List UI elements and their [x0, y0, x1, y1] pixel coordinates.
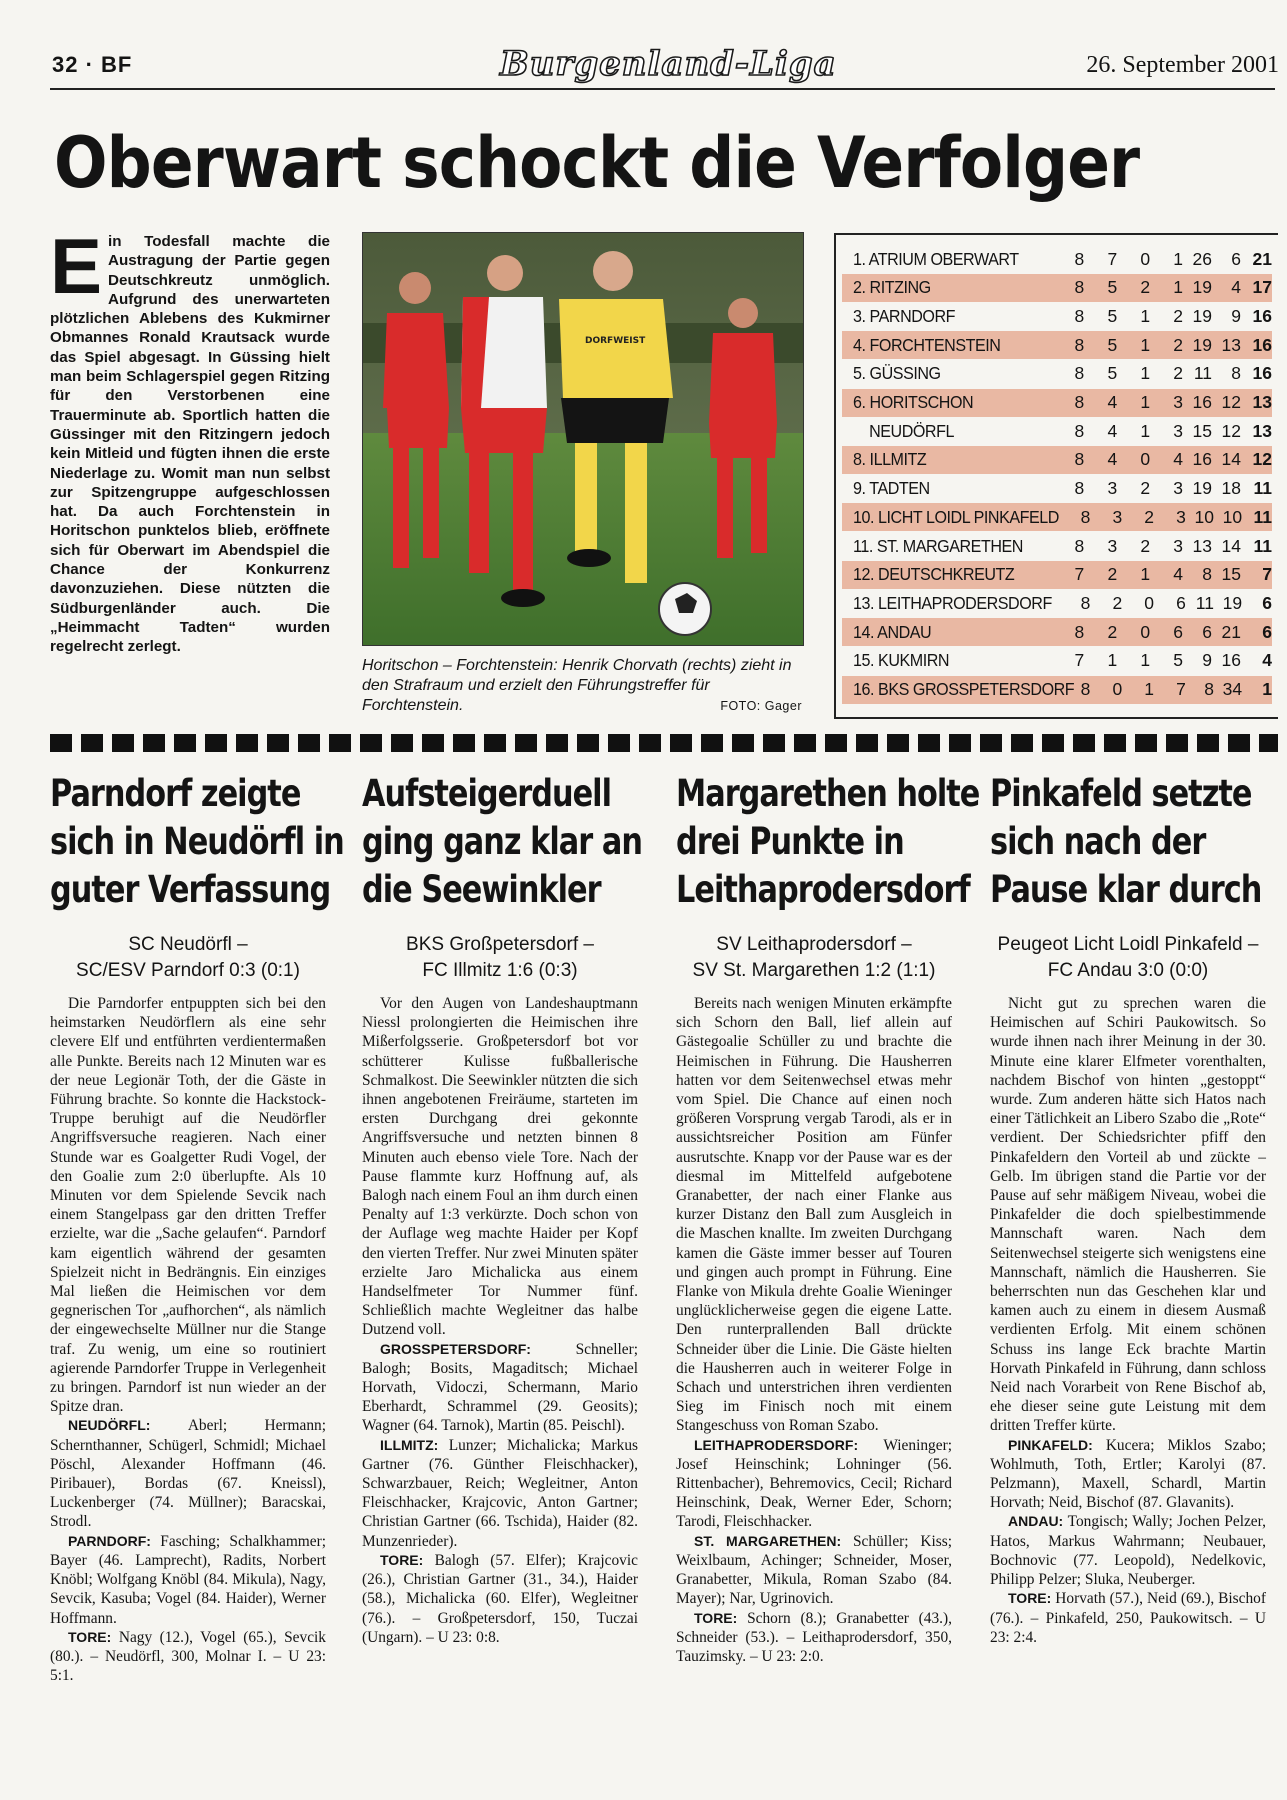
article-body — [990, 994, 1266, 1647]
table-cell-p: 8 — [1080, 506, 1091, 527]
match-photo — [362, 232, 804, 646]
table-cell-w: 3 — [1107, 535, 1118, 556]
table-cell-w: 4 — [1107, 420, 1118, 441]
table-cell-ga: 14 — [1221, 449, 1242, 470]
table-cell-ga: 4 — [1231, 277, 1242, 298]
table-cell-d: 1 — [1140, 305, 1151, 326]
table-cell-d: 1 — [1140, 363, 1151, 384]
table-row — [842, 302, 1272, 330]
table-cell-ga: 19 — [1222, 592, 1243, 613]
table-row — [842, 360, 1272, 388]
lineup-paragraph — [362, 1551, 638, 1647]
table-row — [842, 475, 1272, 503]
lineup-text: Lunzer; Michalicka; Markus Gartner (76. Günther Fleischhacker), Schwarzbauer, Reich; Wegleitner, Anton Fleischhacker, Krajcovic, Anton Gartner; Christian Gartner (66. Tschida), Haider (82. Munzenrieder). — [362, 1436, 639, 1550]
table-cell-p: 8 — [1080, 592, 1091, 613]
table-cell-pts: 13 — [1252, 420, 1272, 441]
lineup-text: Fasching; Schalkhammer; Bayer (46. Lamprecht), Radits, Norbert Knöbl; Wolfgang Knöbl (84. Mikula), Nagy, Sevcik, Kasuba; Vogel (84. Haider), Werner Hoffmann. — [50, 1532, 326, 1627]
team-name: 5. GÜSSING — [853, 363, 941, 384]
table-cell-d: 1 — [1140, 564, 1151, 585]
table-cell-pts: 7 — [1262, 564, 1272, 585]
article-title — [50, 770, 344, 914]
table-cell-ga: 6 — [1231, 248, 1242, 269]
table-cell-w: 3 — [1107, 478, 1118, 499]
table-cell-d: 0 — [1140, 449, 1151, 470]
lineup-paragraph — [990, 1512, 1266, 1589]
article-title-line: die Seewinkler — [362, 868, 601, 911]
lineup-label: NEUDÖRFL: — [68, 1417, 188, 1434]
match-result-line: SV St. Margarethen 1:2 (1:1) — [692, 960, 936, 981]
table-cell-pts: 17 — [1252, 277, 1272, 298]
team-name: 11. ST. MARGARETHEN — [853, 535, 1023, 556]
table-cell-l: 6 — [1176, 592, 1186, 613]
photo-illustration — [363, 233, 803, 645]
table-cell-pts: 16 — [1252, 363, 1272, 384]
article-title — [990, 770, 1262, 914]
table-cell-ga: 13 — [1221, 334, 1242, 355]
table-cell-p: 7 — [1074, 650, 1085, 671]
table-cell-ga: 12 — [1221, 420, 1242, 441]
table-row — [842, 647, 1272, 675]
article-grosspetersdorf-illmitz — [362, 770, 642, 1647]
match-result — [50, 932, 326, 984]
table-row — [842, 417, 1272, 445]
table-cell-gf: 16 — [1192, 449, 1212, 470]
table-cell-pts: 16 — [1252, 334, 1272, 355]
article-neudoerfl-parndorf — [50, 770, 344, 1685]
article-title-line: Pause klar durch — [990, 868, 1262, 911]
table-row — [842, 274, 1272, 302]
article-title-line: sich in Neudörfl in — [50, 820, 344, 863]
lineup-label: GROSSPETERSDORF: — [380, 1340, 576, 1357]
table-cell-l: 3 — [1173, 392, 1183, 412]
team-name: 13. LEITHAPRODERSDORF — [853, 592, 1052, 613]
article-title — [362, 770, 642, 914]
table-cell-gf: 15 — [1192, 420, 1212, 441]
table-cell-pts: 6 — [1262, 592, 1273, 613]
table-cell-ga: 16 — [1221, 650, 1242, 671]
team-name: 12. DEUTSCHKREUTZ — [853, 564, 1015, 585]
table-cell-p: 8 — [1074, 392, 1085, 412]
table-cell-p: 8 — [1074, 305, 1085, 326]
article-leithaprodersdorf-margarethen — [676, 770, 980, 1666]
table-cell-d: 1 — [1144, 679, 1155, 699]
table-cell-l: 4 — [1173, 564, 1183, 585]
team-name: 6. HORITSCHON — [853, 392, 974, 412]
article-paragraph: Nicht gut zu sprechen waren die Heimischen auf Schiri Paukowitsch. So wurde ihnen nach ihrer Meinung in der 30. Minute eine klarer Elfmeter vorenthalten, nachdem Bischof von hinten „gestoppt“ wurde. Zum anderen hätte sich Hatos nach einer Tätlichkeit an Libero Szabo die „Rote“ verdient. Der Schiedsrichter pfiff den Pinkafeldern den Vorteil ab und zückte – Gelb. Im übrigen stand die Partie vor der Pause auf sehr mäßigem Niveau, wobei die Pinkafelder die doch spielbestimmende Mannschaft waren. Nach dem Seitenwechsel steigerte sich wenigstens eine Mannschaft, nämlich die Hausherren. Sie beherrschten nun das Geschehen klar und kamen auch zu einem in diesem Ausmaß verdienten Erfolg. Mit einem schönen Schuss ins lange Eck brachte Martin Horvath Pinkafeld in Führung, dann schloss Neid nach Vorarbeit von Rene Bischof ab, ehe dieser seine gute Leistung mit dem dritten Treffer kürte. — [990, 995, 1266, 1435]
table-cell-l: 3 — [1176, 506, 1186, 527]
table-cell-p: 8 — [1074, 277, 1085, 298]
photo-caption — [362, 656, 802, 716]
table-row — [842, 676, 1272, 704]
table-cell-gf: 11 — [1195, 592, 1214, 613]
lineup-paragraph — [362, 1340, 638, 1436]
table-cell-l: 3 — [1173, 478, 1183, 499]
team-name: 9. TADTEN — [853, 478, 930, 499]
article-title-line: drei Punkte in — [676, 820, 904, 863]
lineup-text: Tongisch; Wally; Jochen Pelzer, Hatos, Markus Wahrmann; Neubauer, Bochnovic (77. Leopold), Nedelkovic, Philipp Pelzer; Sluka, Neuberger. — [990, 1513, 1266, 1589]
article-title-line: Leithaprodersdorf — [676, 868, 970, 911]
table-cell-l: 3 — [1173, 535, 1183, 556]
lineup-label: TORE: — [380, 1551, 435, 1568]
table-cell-w: 5 — [1107, 363, 1118, 384]
football — [659, 583, 711, 635]
issue-date: 26. September 2001 — [1086, 52, 1279, 78]
table-row — [842, 446, 1272, 474]
table-row — [842, 331, 1272, 359]
table-cell-gf: 11 — [1193, 363, 1212, 384]
table-cell-ga: 14 — [1221, 535, 1242, 556]
table-cell-w: 5 — [1107, 334, 1118, 355]
article-paragraph: Bereits nach wenigen Minuten erkämpfte sich Schorn den Ball, lief allein auf Gästegoalie Schüller zu und brachte die Heimischen in Führung. Die Hausherren hatten vor dem Seitenwechsel etwas mehr vom Spiel. Die Chance auf einen noch größeren Vorsprung vergab Tarodi, als er in aussichtsreicher Position am Fünfer ausrutschte. Knapp vor der Pause war es der diesmal im Mittelfeld aufgebotene Granabetter, der nach einer Flanke aus kurzer Distanz den Ball zum Ausgleich in die Maschen knallte. Im zweiten Durchgang kamen die Gäste immer besser auf Touren und gingen auch prompt in Führung. Eine Flanke von Mikula drehte Goalie Wieninger unglücklicherweise gegen die eigene Latte. Den runterprallenden Ball drückte Schneider über die Linie. Die Gäste hielten die Hausherren auch in weiterer Folge in Schach und unterstrichen ihren verdienten Sieg im Finisch noch mit einem Stangeschuss von Roman Szabo. — [676, 995, 952, 1435]
table-cell-p: 8 — [1074, 363, 1085, 384]
table-cell-p: 8 — [1074, 248, 1085, 269]
table-cell-gf: 19 — [1192, 277, 1212, 298]
match-result — [990, 932, 1266, 984]
table-cell-pts: 11 — [1253, 478, 1272, 499]
table-cell-w: 2 — [1107, 564, 1118, 585]
table-cell-w: 4 — [1107, 449, 1118, 470]
match-result-line: FC Illmitz 1:6 (0:3) — [422, 960, 578, 981]
table-cell-d: 0 — [1140, 621, 1151, 642]
table-cell-l: 3 — [1173, 420, 1183, 441]
section-title: Burgenland-Liga — [500, 44, 837, 84]
table-cell-l: 6 — [1173, 621, 1183, 642]
lineup-paragraph — [50, 1628, 326, 1686]
article-paragraph: Vor den Augen von Landeshauptmann Niessl prolongierten die Heimischen ihre Mißerfolgsserie. Großpetersdorf bot vor schütterer Kulisse fußballerische Schmalkost. Die Seewinkler nützten die sich ihnen angebotenen Freiräume, starteten im ersten Durchgang drei gekonnte Angriffsversuche und netzten binnen 8 Minuten auch ebenso viele Tore. Nach der Pause flammte kurz Hoffnung auf, als Balogh nach einem Foul an ihm durch einen Penalty auf 1:3 verkürzte. Doch schon von der Auflage weg machte Haider per Kopf den vierten Treffer. Nur zwei Minuten später erzielte Jaro Michalicka aus einem Handselfmeter Tor Nummer fünf. Schließlich machte Wegleitner das halbe Dutzend voll. — [362, 995, 638, 1339]
table-cell-d: 1 — [1140, 650, 1151, 671]
league-table — [834, 233, 1278, 719]
page-number: 32 · BF — [52, 52, 133, 77]
header-rule — [50, 88, 1275, 90]
table-cell-p: 8 — [1074, 621, 1085, 642]
lineup-paragraph — [676, 1436, 952, 1532]
table-cell-w: 4 — [1107, 392, 1118, 412]
team-name: 2. RITZING — [853, 277, 931, 298]
table-cell-pts: 13 — [1252, 392, 1272, 412]
match-result — [362, 932, 638, 984]
table-cell-gf: 13 — [1192, 535, 1212, 556]
lineup-text: Schüller; Kiss; Weixlbaum, Achinger; Schneider, Moser, Granabetter, Mikula, Roman Szabo (84. Mayer); Nar, Ugrinovich. — [676, 1532, 952, 1608]
table-cell-gf: 26 — [1192, 248, 1212, 269]
team-name: NEUDÖRFL — [853, 420, 954, 441]
team-name: 10. LICHT LOIDL PINKAFELD — [853, 506, 1059, 527]
lineup-label: TORE: — [694, 1609, 748, 1626]
lineup-paragraph — [50, 1416, 326, 1531]
team-name: 4. FORCHTENSTEIN — [853, 334, 1001, 355]
article-body — [50, 994, 326, 1685]
table-cell-gf: 6 — [1202, 621, 1212, 642]
table-cell-pts: 16 — [1252, 305, 1272, 326]
table-cell-gf: 19 — [1192, 305, 1212, 326]
table-cell-p: 8 — [1074, 449, 1085, 470]
table-cell-d: 2 — [1144, 506, 1155, 527]
table-cell-d: 1 — [1140, 392, 1151, 412]
table-cell-w: 7 — [1107, 248, 1118, 269]
table-cell-p: 8 — [1074, 420, 1085, 441]
team-name: 14. ANDAU — [853, 621, 932, 642]
table-cell-l: 1 — [1173, 277, 1183, 298]
table-cell-w: 2 — [1112, 592, 1123, 613]
table-cell-d: 1 — [1140, 420, 1151, 441]
table-cell-gf: 8 — [1202, 564, 1212, 585]
table-cell-ga: 8 — [1231, 363, 1242, 384]
lineup-label: PINKAFELD: — [1008, 1436, 1106, 1453]
article-paragraph: Die Parndorfer entpuppten sich bei den heimstarken Neudörflern als eine sehr clevere Elf und entführten verdientermaßen alle Punkte. Bereits nach 12 Minuten war es der neue Legionär Toth, der die Gäste in Führung brachte. So konnte die Hackstock-Truppe beruhigt auf die Neudörfler Angriffsversuche reagieren. Nach einer Stunde war es Goalgetter Rudi Vogel, der den Goalie zum 2:0 überlupfte. Als 10 Minuten vor dem Spielende Sevcik nach einem Stangelpass gar den dritten Treffer erzielte, war die „Sache gelaufen“. Parndorf kam eigentlich während der gesamten Spielzeit nicht in Bedrängnis. Ein einziges Mal ließen die Heimischen vor dem gegnerischen Tor „aufhorchen“, als nämlich der eingewechselte Müllner nur die Stange traf. Zu wenig, um eine so routiniert agierende Parndorfer Truppe in Verlegenheit zu bringen. Parndorf ist nun wieder an der Spitze dran. — [50, 995, 326, 1416]
table-cell-pts: 6 — [1262, 621, 1272, 642]
table-cell-gf: 8 — [1204, 679, 1214, 699]
match-result-line: SC Neudörfl – — [128, 934, 248, 955]
team-name: 1. ATRIUM OBERWART — [853, 248, 1019, 269]
table-cell-pts: 1 — [1262, 679, 1273, 699]
lineup-text: Balogh (57. Elfer); Krajcovic (26.), Christian Gartner (31., 34.), Haider (58.), Michalicka (60. Elfer), Wegleitner (76.). – Großpetersdorf, 150, Tuczai (Ungarn). – U 23: 0:8. — [362, 1551, 638, 1646]
match-result-line: FC Andau 3:0 (0:0) — [1047, 960, 1209, 981]
article-title-line: Parndorf zeigte — [50, 772, 301, 815]
table-cell-l: 5 — [1173, 650, 1183, 671]
team-name: 8. ILLMITZ — [853, 449, 927, 470]
table-cell-ga: 10 — [1222, 506, 1243, 527]
intro-text — [50, 222, 330, 657]
lineup-label: ANDAU: — [1008, 1513, 1068, 1530]
intro-body: in Todesfall machte die Austragung der Partie gegen Deutschkreutz unmöglich. Aufgrund des unerwarteten plötzlichen Ablebens des Kukmirner Obmannes Ronald Krautsack wurde das Spiel abgesagt. In Güssing hielt man beim Schlagerspiel gegen Ritzing für den Verstorbenen eine Trauerminute ab. Sportlich hatten die Güssinger mit den Ritzingern jedoch kein Mitleid und fügten ihnen die erste Niederlage zu. Womit man nun selbst zur Spitzengruppe aufgeschlossen hat. Da auch Forchtenstein in Horitschon punktelos blieb, eröffnete sich für Oberwart im Abendspiel die Chance der Konkurrenz davonzuziehen. Diese nützten die Südburgenländer auch. Die „Heimmacht Tadten“ wurden regelrecht zerlegt. — [50, 233, 330, 656]
lineup-text: Schneller; Balogh; Bosits, Magaditsch; Michael Horvath, Vidoczi, Schermann, Mario Eberhardt, Schrammel (29. Geosits); Wagner (64. Tarnok), Martin (85. Peischl). — [362, 1340, 638, 1435]
table-cell-d: 0 — [1140, 248, 1151, 269]
table-cell-pts: 11 — [1253, 506, 1273, 527]
photo-credit: FOTO: Gager — [720, 699, 802, 713]
lineup-label: LEITHAPRODERSDORF: — [694, 1436, 884, 1453]
lineup-paragraph — [362, 1436, 638, 1551]
article-title-line: Pinkafeld setzte — [990, 772, 1252, 815]
article-title-line: Aufsteigerduell — [362, 772, 612, 815]
table-cell-d: 1 — [1140, 334, 1151, 355]
table-cell-p: 7 — [1074, 564, 1085, 585]
lineup-label: TORE: — [1008, 1590, 1056, 1607]
article-title — [676, 770, 980, 914]
lineup-label: PARNDORF: — [68, 1532, 161, 1549]
table-cell-l: 2 — [1173, 334, 1183, 355]
table-cell-l: 2 — [1173, 363, 1183, 384]
table-cell-w: 2 — [1107, 621, 1118, 642]
lineup-text: Wieninger; Josef Heinschink; Lohninger (56. Rittenbacher), Behremovics, Cecil; Richard Heinschink, Deak, Werner Eder, Schorn; Tarodi, Fleischhacker. — [676, 1436, 952, 1531]
table-cell-d: 2 — [1140, 277, 1151, 298]
match-result — [676, 932, 952, 984]
lineup-paragraph — [50, 1532, 326, 1628]
table-cell-pts: 21 — [1252, 248, 1272, 269]
lineup-text: Nagy (12.), Vogel (65.), Sevcik (80.). – Neudörfl, 300, Molnar I. – U 23: 5:1. — [50, 1628, 326, 1685]
article-body — [676, 994, 952, 1666]
table-cell-ga: 34 — [1222, 679, 1243, 699]
table-cell-l: 1 — [1173, 248, 1183, 269]
article-pinkafeld-andau — [990, 770, 1266, 1647]
table-cell-ga: 12 — [1221, 392, 1242, 412]
table-row — [842, 532, 1272, 560]
table-cell-gf: 19 — [1192, 334, 1212, 355]
table-cell-l: 7 — [1176, 679, 1186, 699]
lineup-paragraph — [676, 1609, 952, 1667]
table-cell-p: 8 — [1074, 334, 1085, 355]
table-cell-w: 5 — [1107, 277, 1118, 298]
table-cell-d: 0 — [1144, 592, 1155, 613]
table-row — [842, 618, 1272, 646]
table-row — [842, 561, 1272, 589]
shirt-sponsor: DORFWEIST — [585, 336, 646, 346]
match-result-line: Peugeot Licht Loidl Pinkafeld – — [997, 934, 1259, 955]
page-headline: Oberwart schockt die Verfolger — [54, 122, 1140, 204]
table-cell-pts: 4 — [1262, 650, 1272, 671]
team-name: 3. PARNDORF — [853, 305, 956, 326]
lineup-paragraph — [676, 1532, 952, 1609]
article-title-line: sich nach der — [990, 820, 1206, 863]
lineup-label: TORE: — [68, 1628, 119, 1645]
table-cell-ga: 9 — [1231, 305, 1242, 326]
table-row — [842, 245, 1272, 273]
table-cell-w: 1 — [1107, 650, 1118, 671]
table-cell-p: 8 — [1074, 478, 1085, 499]
lineup-text: Horvath (57.), Neid (69.), Bischof (76.). – Pinkafeld, 250, Paukowitsch. – U 23: 2:4. — [990, 1590, 1266, 1646]
table-cell-p: 8 — [1074, 535, 1085, 556]
team-name: 16. BKS GROSSPETERSDORF — [853, 679, 1075, 699]
lineup-paragraph — [990, 1589, 1266, 1647]
table-row — [842, 503, 1272, 531]
section-divider — [50, 734, 1278, 752]
table-cell-w: 3 — [1112, 506, 1123, 527]
article-title-line: ging ganz klar an — [362, 820, 642, 863]
table-cell-l: 4 — [1173, 449, 1183, 470]
table-row — [842, 589, 1272, 617]
table-cell-gf: 9 — [1202, 650, 1212, 671]
lineup-text: Aberl; Hermann; Schernthanner, Schügerl, Schmidl; Michael Pöschl, Alexander Hoffmann (46. Piribauer), Bordas (67. Kneissl), Luckenberger (74. Müllner); Baracskai, Strodl. — [50, 1417, 326, 1531]
table-cell-pts: 11 — [1253, 535, 1272, 556]
caption-text: Horitschon – Forchtenstein: Henrik Chorvath (rechts) zieht in den Strafraum und erzielt den Führungstreffer für Forchtenstein. — [362, 657, 792, 714]
table-cell-gf: 19 — [1192, 478, 1212, 499]
lineup-label: ILLMITZ: — [380, 1436, 449, 1453]
table-cell-ga: 15 — [1221, 564, 1242, 585]
table-cell-d: 2 — [1140, 478, 1151, 499]
lineup-text: Kucera; Miklos Szabo; Wohlmuth, Toth, Ertler; Karolyi (87. Pelzmann), Maxell, Schardl, Martin Horvath; Neid, Bischof (87. Glavanits). — [990, 1436, 1266, 1512]
article-body — [362, 994, 638, 1647]
lineup-text: Schorn (8.); Granabetter (43.), Schneider (53.). – Leithaprodersdorf, 350, Tauzimsky. – U 23: 2:0. — [676, 1609, 952, 1665]
drop-cap: E — [50, 222, 103, 310]
article-title-line: Margarethen holte — [676, 772, 980, 815]
table-cell-p: 8 — [1080, 679, 1091, 699]
match-result-line: SV Leithaprodersdorf – — [716, 934, 912, 955]
table-cell-w: 5 — [1107, 305, 1118, 326]
lineup-label: ST. MARGARETHEN: — [694, 1532, 853, 1549]
table-cell-pts: 12 — [1252, 449, 1272, 470]
article-title-line: guter Verfassung — [50, 868, 331, 911]
table-cell-l: 2 — [1173, 305, 1183, 326]
table-cell-ga: 18 — [1221, 478, 1242, 499]
lineup-paragraph — [990, 1436, 1266, 1513]
table-cell-gf: 16 — [1192, 392, 1212, 412]
table-row — [842, 389, 1272, 417]
match-result-line: BKS Großpetersdorf – — [406, 934, 594, 955]
table-cell-w: 0 — [1112, 679, 1123, 699]
match-result-line: SC/ESV Parndorf 0:3 (0:1) — [76, 960, 300, 981]
table-cell-d: 2 — [1140, 535, 1151, 556]
table-cell-ga: 21 — [1221, 621, 1242, 642]
team-name: 15. KUKMIRN — [853, 650, 950, 671]
table-cell-gf: 10 — [1194, 506, 1214, 527]
